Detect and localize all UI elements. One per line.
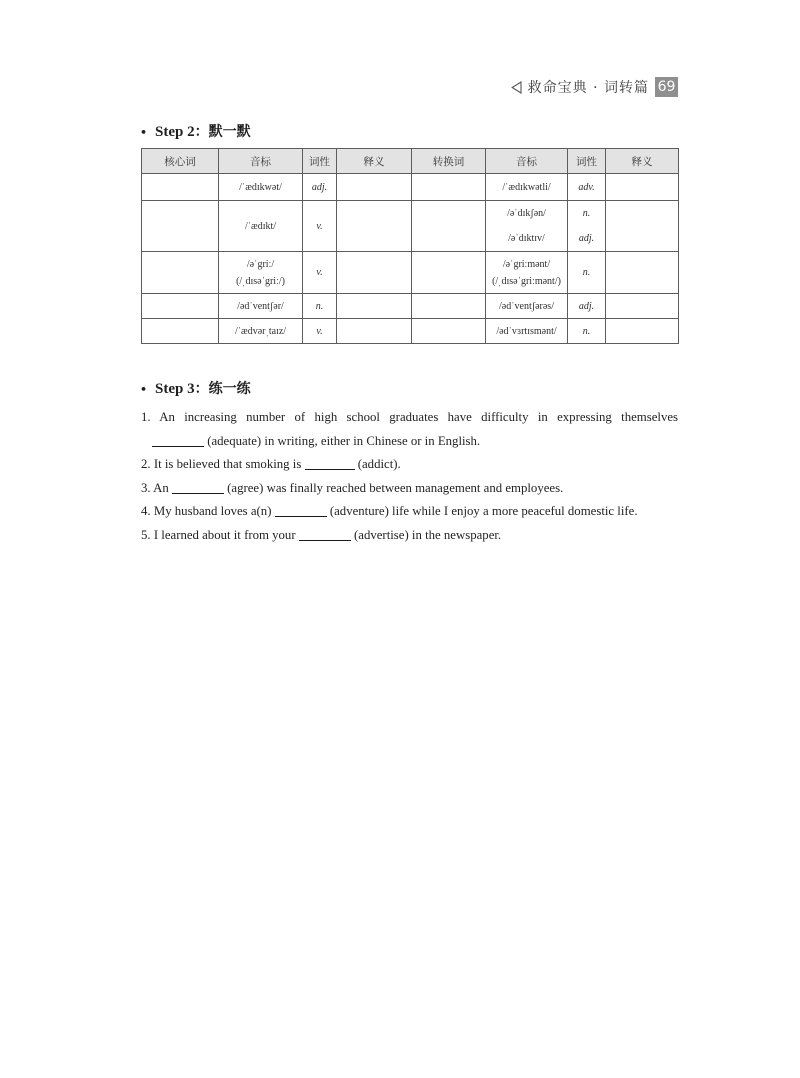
cell-converted-meaning — [606, 174, 679, 201]
cell-core-phonetic — [219, 294, 303, 319]
phonetic-text: /ədˈvɜrtɪsmənt/ — [496, 325, 557, 337]
cell-core-phonetic — [219, 319, 303, 344]
cell-converted-meaning — [606, 319, 679, 344]
step-title: ：默一默 — [194, 124, 251, 140]
phonetic-text: /əˈgriː/ — [246, 258, 275, 270]
table-row — [142, 174, 679, 201]
exercise-line — [141, 453, 678, 477]
step-title: ：练一练 — [194, 381, 251, 397]
exercise-line — [141, 524, 678, 548]
pos-text: n. — [315, 300, 324, 312]
exercise-item-5 — [141, 524, 678, 548]
exercise-item-4 — [141, 500, 678, 524]
cell-converted-word — [412, 252, 486, 294]
cell-core-word — [142, 201, 219, 252]
table-row — [142, 252, 679, 294]
cell-core-phonetic — [219, 252, 303, 294]
cell-core-word — [142, 294, 219, 319]
cell-converted-pos — [568, 201, 606, 252]
answer-blank — [299, 540, 351, 541]
cell-core-word — [142, 319, 219, 344]
page-number-badge: 69 — [655, 77, 678, 97]
phonetic-text: /ˈædɪkt/ — [244, 220, 277, 232]
pos-text: adj. — [578, 300, 595, 312]
phonetic-text: /ədˈventʃərəs/ — [499, 300, 554, 312]
cell-converted-pos — [568, 294, 606, 319]
pos-text: n. — [582, 267, 591, 278]
column-header-converted-pos: 词性 — [568, 149, 606, 174]
step-2-heading — [140, 122, 251, 142]
cell-converted-word — [412, 174, 486, 201]
pos-text: adj. — [311, 181, 328, 193]
item-text-after: (adventure) life while I enjoy a more peaceful domestic life. — [329, 504, 638, 519]
table-row — [142, 319, 679, 344]
pos-text: n. — [582, 208, 591, 219]
column-header-converted-phonetic: 音标 — [486, 149, 568, 174]
cell-core-word — [142, 252, 219, 294]
exercise-item-1 — [141, 406, 678, 453]
cell-core-meaning — [337, 201, 412, 252]
cell-core-meaning — [337, 174, 412, 201]
bullet-icon: • — [140, 383, 148, 396]
item-text-before: My husband loves a(n) — [153, 504, 272, 519]
item-text-before: An — [153, 480, 169, 495]
triangle-left-icon — [511, 81, 522, 94]
pos-text: adj. — [578, 233, 595, 244]
phonetic-text: /əˈdɪktɪv/ — [508, 233, 545, 244]
exercise-line — [141, 500, 678, 524]
item-text-after: (adequate) in writing, either in Chinese or in English. — [207, 433, 481, 448]
column-header-core-meaning: 释义 — [337, 149, 412, 174]
column-header-core-pos: 词性 — [303, 149, 337, 174]
exercise-line — [141, 477, 678, 501]
item-number: 1. — [141, 410, 151, 424]
cell-converted-meaning — [606, 201, 679, 252]
phonetic-text: /ˈædɪkwət/ — [239, 181, 282, 193]
phonetic-text: /ˈædɪkwətli/ — [502, 181, 551, 193]
vocab-table — [141, 148, 679, 344]
pos-text: v. — [316, 220, 323, 232]
pos-text: v. — [316, 267, 323, 278]
phonetic-text: /əˈdɪkʃən/ — [507, 208, 546, 219]
item-number: 2. — [141, 457, 151, 472]
exercise-item-3 — [141, 477, 678, 501]
step-label: Step 2 — [155, 124, 195, 140]
table-row — [142, 201, 679, 252]
answer-blank — [305, 469, 355, 470]
cell-core-pos — [303, 294, 337, 319]
cell-converted-phonetic — [486, 201, 568, 252]
column-header-core-word: 核心词 — [142, 149, 219, 174]
cell-core-meaning — [337, 294, 412, 319]
answer-blank — [152, 446, 204, 447]
cell-converted-pos — [568, 252, 606, 294]
answer-blank — [172, 493, 224, 494]
cell-core-word — [142, 174, 219, 201]
cell-converted-word — [412, 201, 486, 252]
table-row — [142, 294, 679, 319]
cell-converted-meaning — [606, 252, 679, 294]
pos-text: n. — [582, 325, 591, 337]
phonetic-text: /ˈædvərˌtaɪz/ — [234, 325, 287, 337]
cell-converted-pos — [568, 319, 606, 344]
cell-core-meaning — [337, 319, 412, 344]
item-number: 4. — [141, 504, 151, 519]
cell-converted-pos — [568, 174, 606, 201]
column-header-converted-word: 转换词 — [412, 149, 486, 174]
pos-text: v. — [316, 325, 323, 337]
exercise-line — [141, 406, 678, 430]
exercise-line — [141, 430, 678, 454]
item-text-after: (agree) was finally reached between management and employees. — [227, 480, 564, 495]
item-text-before: It is believed that smoking is — [153, 457, 302, 472]
item-number: 5. — [141, 527, 151, 542]
phonetic-text: (/ˌdɪsəˈgriː/) — [236, 275, 285, 287]
cell-converted-word — [412, 294, 486, 319]
bullet-icon: • — [140, 126, 148, 139]
cell-converted-word — [412, 319, 486, 344]
pos-text: adv. — [578, 181, 595, 193]
step-3-heading — [140, 379, 251, 399]
column-header-converted-meaning: 释义 — [606, 149, 679, 174]
cell-core-pos — [303, 174, 337, 201]
phonetic-text: /ədˈventʃər/ — [237, 300, 284, 312]
cell-converted-meaning — [606, 294, 679, 319]
phonetic-text: (/ˌdɪsəˈgriːmənt/) — [492, 275, 561, 287]
item-text-before: I learned about it from your — [153, 527, 296, 542]
cell-converted-phonetic — [486, 319, 568, 344]
section-title: 救命宝典 · 词转篇 — [527, 80, 649, 96]
exercise-list — [141, 406, 678, 548]
cell-core-phonetic — [219, 174, 303, 201]
cell-core-meaning — [337, 252, 412, 294]
cell-core-pos — [303, 319, 337, 344]
table-header-row — [142, 149, 679, 174]
answer-blank — [275, 516, 327, 517]
item-text-before: An increasing number of high school graduates have difficulty in expressing themselves — [159, 410, 679, 424]
cell-core-phonetic — [219, 201, 303, 252]
cell-converted-phonetic — [486, 174, 568, 201]
running-head — [511, 77, 649, 97]
cell-core-pos — [303, 252, 337, 294]
column-header-core-phonetic: 音标 — [219, 149, 303, 174]
phonetic-text: /əˈgriːmənt/ — [502, 258, 551, 270]
exercise-item-2 — [141, 453, 678, 477]
cell-converted-phonetic — [486, 294, 568, 319]
item-text-after: (addict). — [357, 457, 401, 472]
item-text-after: (advertise) in the newspaper. — [354, 527, 502, 542]
cell-converted-phonetic — [486, 252, 568, 294]
item-number: 3. — [141, 480, 151, 495]
cell-core-pos — [303, 201, 337, 252]
step-label: Step 3 — [155, 381, 195, 397]
